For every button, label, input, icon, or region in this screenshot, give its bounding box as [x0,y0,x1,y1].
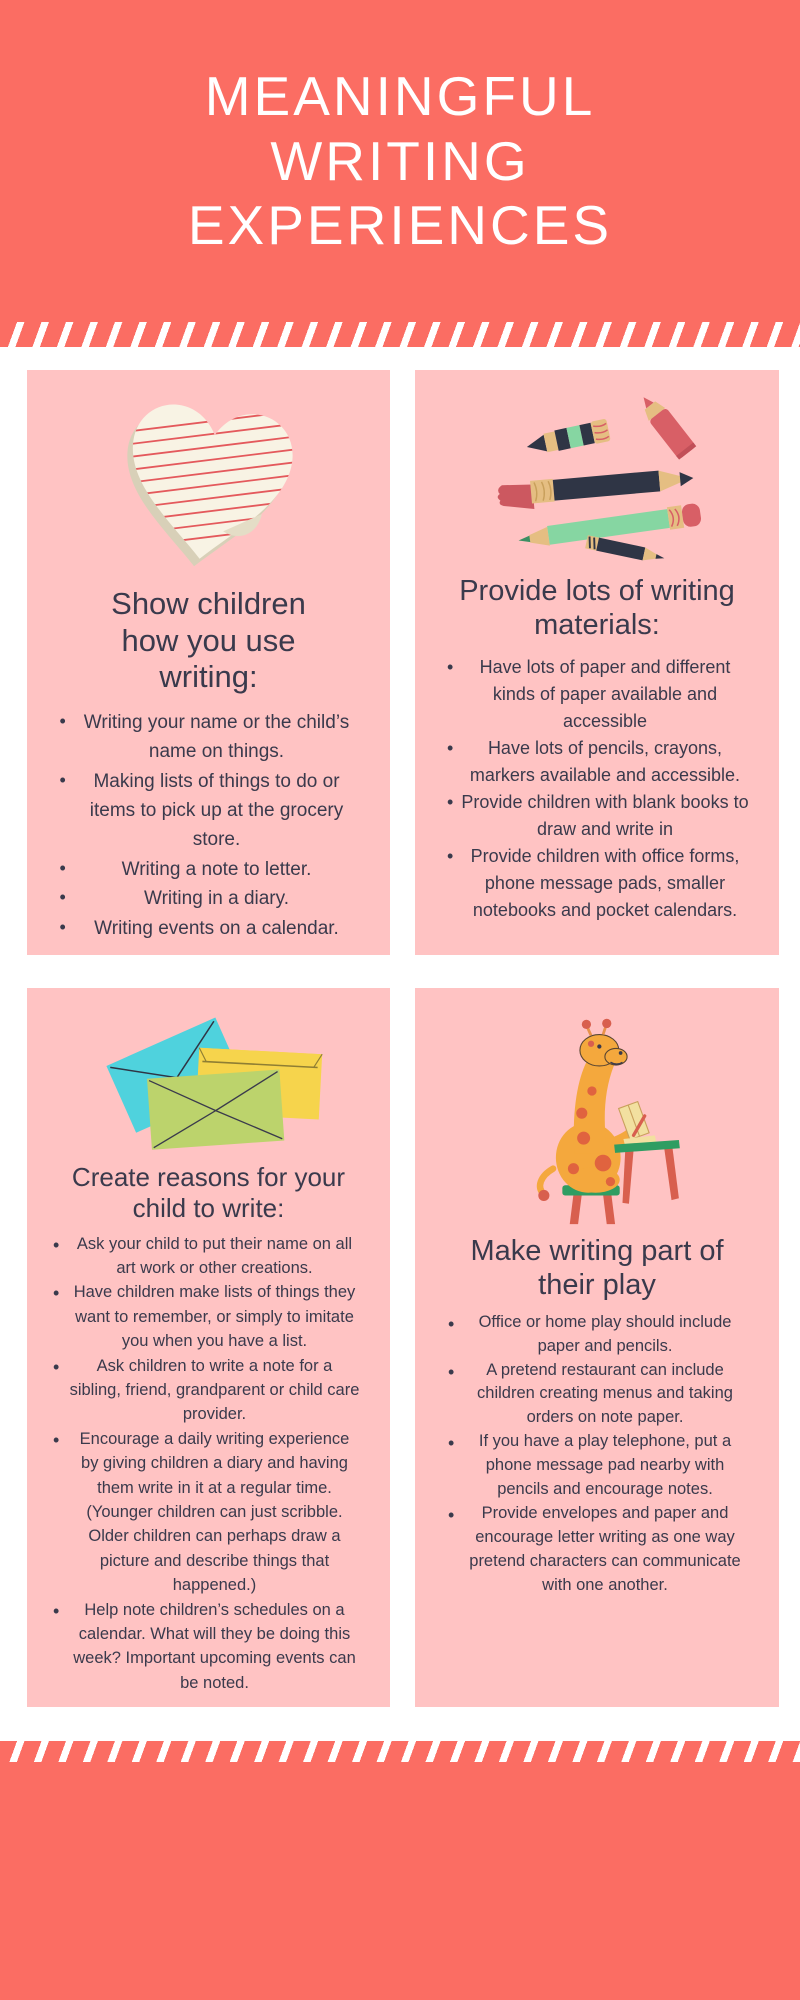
pencils-illustration [472,386,722,566]
heart-paper-illustration [109,386,309,578]
page-title: MEANINGFUL WRITING EXPERIENCES [187,64,613,257]
giraffe-illustration [495,1004,700,1226]
card-provide-materials [415,370,779,955]
bullet-item: • Provide children with blank books to draw and write in [431,789,763,843]
bullet-item: • Writing a note to letter. [44,855,374,884]
card-heading: Make writing part of their play [470,1235,724,1302]
bullet-item: • Writing events on a calendar. [44,914,374,943]
bullet-item: • A pretend restaurant can include children creating menus and taking orders on note paper. [432,1359,762,1431]
bullet-item: • Office or home play should include paper and pencils. [432,1311,762,1359]
bullet-item: • Help note children’s schedules on a calendar. What will they be doing this week? Important upcoming events can be noted. [43,1598,374,1696]
header-banner [0,0,800,322]
bullet-item: • Writing your name or the child’s name on things. [44,708,374,767]
bullet-item: • Have lots of paper and different kinds of paper available and accessible [431,654,763,735]
bullet-item: • Encourage a daily writing experience by giving children a diary and having them write in it at a regular time. (Younger children can just scribble. Older children can perhaps draw a picture and describe things that happened.) [43,1427,374,1598]
bullet-list [432,1311,762,1598]
envelopes-illustration [84,1004,334,1154]
bullet-list [431,654,763,924]
bullet-item: • Have children make lists of things they want to remember, or simply to imitate you when you have a list. [43,1280,374,1353]
card-heading: Show children how you use writing: [111,586,306,695]
bullet-item: • Writing in a diary. [44,884,374,913]
bullet-item: • Ask children to write a note for a sibling, friend, grandparent or child care provider. [43,1354,374,1427]
card-show-children [27,370,390,955]
card-grid [27,370,779,1707]
bullet-list [43,1232,374,1696]
main-content [0,347,800,1741]
bullet-item: • Provide children with office forms, phone message pads, smaller notebooks and pocket calendars. [431,843,763,924]
card-heading: Create reasons for your child to write: [71,1162,346,1223]
card-heading: Provide lots of writing materials: [459,575,735,642]
bullet-item: • Provide envelopes and paper and encourage letter writing as one way pretend characters can communicate with one another. [432,1502,762,1598]
card-writing-play [415,988,779,1707]
card-create-reasons [27,988,390,1707]
bullet-list [44,708,374,944]
bullet-item: • Making lists of things to do or items to pick up at the grocery store. [44,767,374,855]
bullet-item: • Have lots of pencils, crayons, markers available and accessible. [431,735,763,789]
footer-band [0,1762,800,2000]
stripe-divider-bottom [0,1741,800,1762]
bullet-item: • Ask your child to put their name on all art work or other creations. [43,1232,374,1281]
stripe-divider-top [0,322,800,347]
bullet-item: • If you have a play telephone, put a phone message pad nearby with pencils and encourage notes. [432,1430,762,1502]
